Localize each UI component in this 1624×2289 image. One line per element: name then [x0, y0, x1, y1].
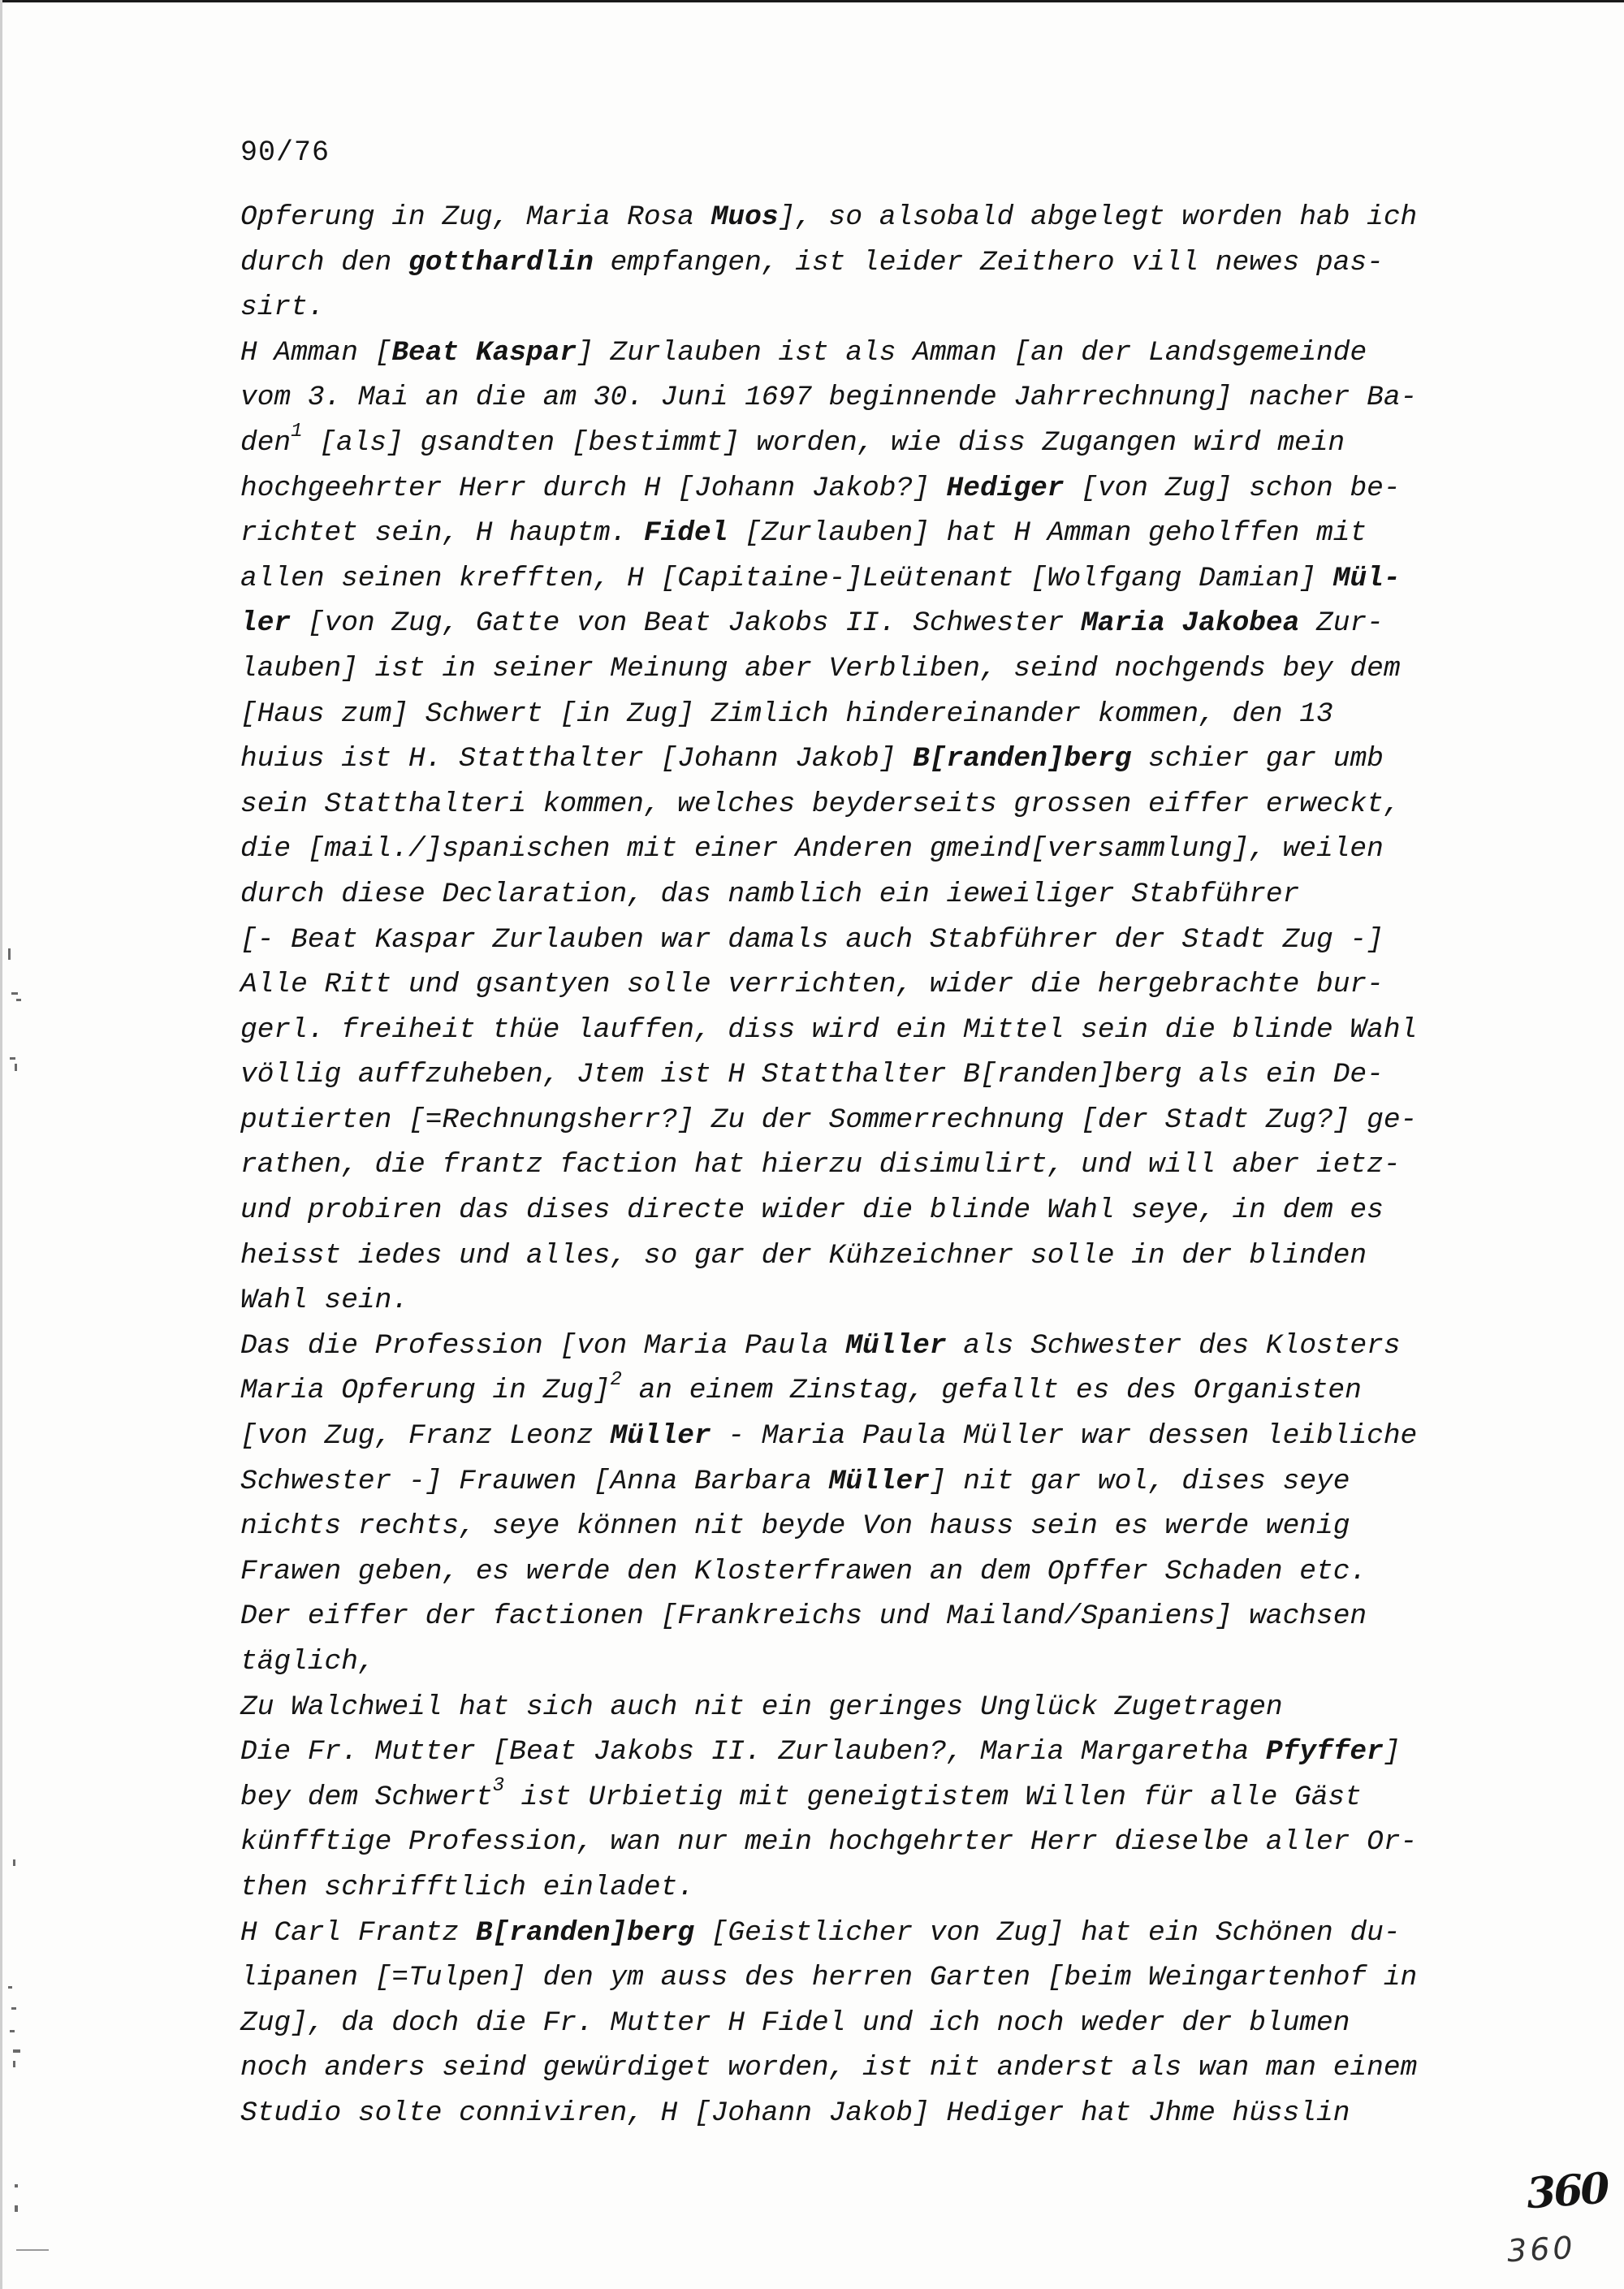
text-segment: [als] gsandten [bestimmt] worden, wie diss Zugangen wird mein	[302, 426, 1345, 459]
text-segment: Die Fr. Mutter [Beat Jakobs II. Zurlauben?, Maria Margaretha	[240, 1736, 1266, 1769]
text-line	[240, 1594, 1491, 1639]
text-segment: Wahl sein.	[240, 1285, 409, 1317]
text-line	[240, 601, 1491, 646]
text-segment: Frawen geben, es werde den Klosterfrawen an dem Opffer Schaden etc.	[240, 1555, 1367, 1587]
text-line	[240, 2045, 1491, 2091]
text-segment: [Haus zum] Schwert [in Zug] Zimlich hindereinander kommen, den 13	[240, 697, 1333, 730]
text-line	[240, 375, 1491, 421]
text-segment: gerl. freiheit thüe lauffen, diss wird ein Mittel sein die blinde Wahl	[240, 1013, 1418, 1046]
bold-name: B[randen]berg	[913, 743, 1132, 775]
footnote-marker: 1	[291, 421, 303, 443]
bold-name: gotthardlin	[408, 246, 594, 279]
text-line	[240, 1459, 1491, 1505]
text-line	[240, 421, 1491, 466]
text-line	[240, 1368, 1491, 1414]
bold-name: Hediger	[946, 472, 1065, 504]
text-segment: H Carl Frantz	[240, 1916, 476, 1949]
page-number-stamp: 360	[1524, 2163, 1609, 2219]
text-segment: an einem Zinstag, gefallt es des Organisten	[621, 1375, 1362, 1407]
text-line	[240, 240, 1491, 286]
text-line	[240, 1098, 1491, 1143]
text-segment: Zur-	[1299, 607, 1384, 640]
bold-name: ler	[240, 607, 292, 640]
text-segment: und probiren das dises directe wider die blinde Wahl seye, in dem es	[240, 1194, 1384, 1227]
text-segment: Schwester -] Frauwen [Anna Barbara	[240, 1465, 829, 1497]
text-line	[240, 1775, 1491, 1820]
text-segment: hochgeehrter Herr durch H [Johann Jakob?]	[240, 472, 947, 504]
text-segment: lauben] ist in seiner Meinung aber Verbliben, seind nochgends bey dem	[240, 652, 1401, 685]
text-segment: H Amman [	[240, 336, 392, 369]
text-segment: Der eiffer der factionen [Frankreichs und Mailand/Spaniens] wachsen	[240, 1600, 1367, 1633]
text-line	[240, 1142, 1491, 1188]
text-segment: [von Zug] schon be-	[1064, 472, 1401, 504]
text-segment: Alle Ritt und gsantyen solle verrichten, wider die hergebrachte bur-	[240, 969, 1384, 1001]
margin-scan-marks	[0, 934, 49, 2289]
text-segment: [Geistlicher von Zug] hat ein Schönen du-	[694, 1916, 1401, 1949]
bold-name: Maria Jakobea	[1081, 607, 1300, 640]
text-line	[240, 1911, 1491, 1956]
text-segment: durch diese Declaration, das namblich ein ieweiliger Stabführer	[240, 878, 1300, 910]
text-segment: als Schwester des Klosters	[946, 1329, 1401, 1362]
text-line	[240, 1955, 1491, 2001]
text-segment: putierten [=Rechnungsherr?] Zu der Sommerrechnung [der Stadt Zug?] ge-	[240, 1103, 1418, 1136]
text-segment: richtet sein, H hauptm.	[240, 517, 644, 550]
text-segment: ], so alsobald abgelegt worden hab ich	[778, 201, 1418, 233]
text-segment: rathen, die frantz faction hat hierzu disimulirt, und will aber ietz-	[240, 1149, 1401, 1181]
text-line	[240, 646, 1491, 692]
text-segment: ]	[1383, 1736, 1401, 1769]
text-segment: empfangen, ist leider Zeithero vill newes pas-	[593, 246, 1384, 279]
text-segment: lipanen [=Tulpen] den ym auss des herren Garten [beim Weingartenhof in	[240, 1962, 1418, 1994]
text-line	[240, 872, 1491, 918]
text-segment: then schrifftlich einladet.	[240, 1871, 694, 1903]
text-segment: [- Beat Kaspar Zurlauben war damals auch Stabführer der Stadt Zug -]	[240, 923, 1384, 956]
text-segment: nichts rechts, seye können nit beyde Von hauss sein es werde wenig	[240, 1510, 1350, 1543]
text-line	[240, 1233, 1491, 1279]
bold-name: Pfyffer	[1265, 1736, 1384, 1769]
text-segment: [von Zug, Gatte von Beat Jakobs II. Schwester	[291, 607, 1082, 640]
text-segment: bey dem Schwert	[240, 1781, 493, 1813]
text-segment: [von Zug, Franz Leonz	[240, 1420, 611, 1453]
text-line	[240, 1008, 1491, 1053]
bold-name: Müller	[828, 1465, 930, 1497]
text-line	[240, 285, 1491, 330]
text-segment: Das die Profession [von Maria Paula	[240, 1329, 846, 1362]
text-line	[240, 1504, 1491, 1549]
text-segment: täglich,	[240, 1646, 375, 1678]
text-line	[240, 466, 1491, 512]
text-segment: ist Urbietig mit geneigtistem Willen für alle Gäst	[503, 1781, 1362, 1813]
text-segment: ] nit gar wol, dises seye	[929, 1465, 1350, 1497]
bold-name: Fidel	[643, 517, 728, 550]
text-line	[240, 918, 1491, 963]
text-line	[240, 1188, 1491, 1233]
text-segment: den	[240, 426, 292, 459]
text-line	[240, 1414, 1491, 1459]
text-line	[240, 1865, 1491, 1911]
bold-name: Mül-	[1332, 562, 1401, 594]
text-line	[240, 1730, 1491, 1775]
text-line	[240, 1052, 1491, 1098]
text-segment: noch anders seind gewürdiget worden, ist nit anderst als wan man einem	[240, 2052, 1418, 2084]
page-top-edge	[0, 0, 1624, 2]
text-segment: die [mail./]spanischen mit einer Anderen gmeind[versammlung], weilen	[240, 833, 1384, 866]
transcription-text	[240, 195, 1491, 2136]
text-line	[240, 736, 1491, 782]
text-line	[240, 2091, 1491, 2136]
text-segment: heisst iedes und alles, so gar der Kühzeichner solle in der blinden	[240, 1239, 1367, 1272]
text-line	[240, 782, 1491, 827]
text-line	[240, 827, 1491, 872]
text-segment: schier gar umb	[1131, 743, 1384, 775]
text-line	[240, 692, 1491, 737]
text-line	[240, 2001, 1491, 2046]
document-reference: 90/76	[240, 136, 330, 169]
text-line	[240, 511, 1491, 556]
text-line	[240, 1639, 1491, 1685]
text-line	[240, 1278, 1491, 1324]
text-line	[240, 195, 1491, 240]
bold-name: Müller	[845, 1329, 947, 1362]
text-segment: Zug], da doch die Fr. Mutter H Fidel und ich noch weder der blumen	[240, 2006, 1350, 2039]
text-segment: Zu Walchweil hat sich auch nit ein geringes Unglück Zugetragen	[240, 1691, 1283, 1723]
footnote-marker: 2	[610, 1368, 622, 1391]
text-segment: - Maria Paula Müller war dessen leibliche	[710, 1420, 1418, 1453]
text-segment: durch den	[240, 246, 409, 279]
text-line	[240, 962, 1491, 1008]
bold-name: Muos	[710, 201, 779, 233]
footnote-marker: 3	[492, 1775, 504, 1798]
text-segment: sirt.	[240, 292, 325, 324]
text-line	[240, 1324, 1491, 1369]
bold-name: B[randen]berg	[475, 1916, 695, 1949]
text-segment: huius ist H. Statthalter [Johann Jakob]	[240, 743, 914, 775]
bold-name: Müller	[610, 1420, 711, 1453]
text-line	[240, 330, 1491, 376]
text-segment: Opferung in Zug, Maria Rosa	[240, 201, 711, 233]
text-segment: allen seinen krefften, H [Capitaine-]Leütenant [Wolfgang Damian]	[240, 562, 1333, 594]
text-line	[240, 1820, 1491, 1865]
text-segment: vom 3. Mai an die am 30. Juni 1697 beginnende Jahrrechnung] nacher Ba-	[240, 382, 1418, 414]
text-segment: Studio solte conniviren, H [Johann Jakob] Hediger hat Jhme hüsslin	[240, 2097, 1350, 2129]
text-segment: Maria Opferung in Zug]	[240, 1375, 611, 1407]
text-segment: sein Statthalteri kommen, welches beyderseits grossen eiffer erweckt,	[240, 788, 1401, 820]
text-line	[240, 556, 1491, 602]
text-line	[240, 1549, 1491, 1595]
text-segment: ] Zurlauben ist als Amman [an der Landsgemeinde	[577, 336, 1367, 369]
text-segment: völlig auffzuheben, Jtem ist H Statthalter B[randen]berg als ein De-	[240, 1059, 1384, 1091]
text-segment: künfftige Profession, wan nur mein hochgehrter Herr dieselbe aller Or-	[240, 1826, 1418, 1859]
text-line	[240, 1685, 1491, 1730]
page-number-handwritten: 360	[1505, 2229, 1577, 2270]
bold-name: Beat Kaspar	[391, 336, 577, 369]
text-segment: [Zurlauben] hat H Amman geholffen mit	[728, 517, 1367, 550]
